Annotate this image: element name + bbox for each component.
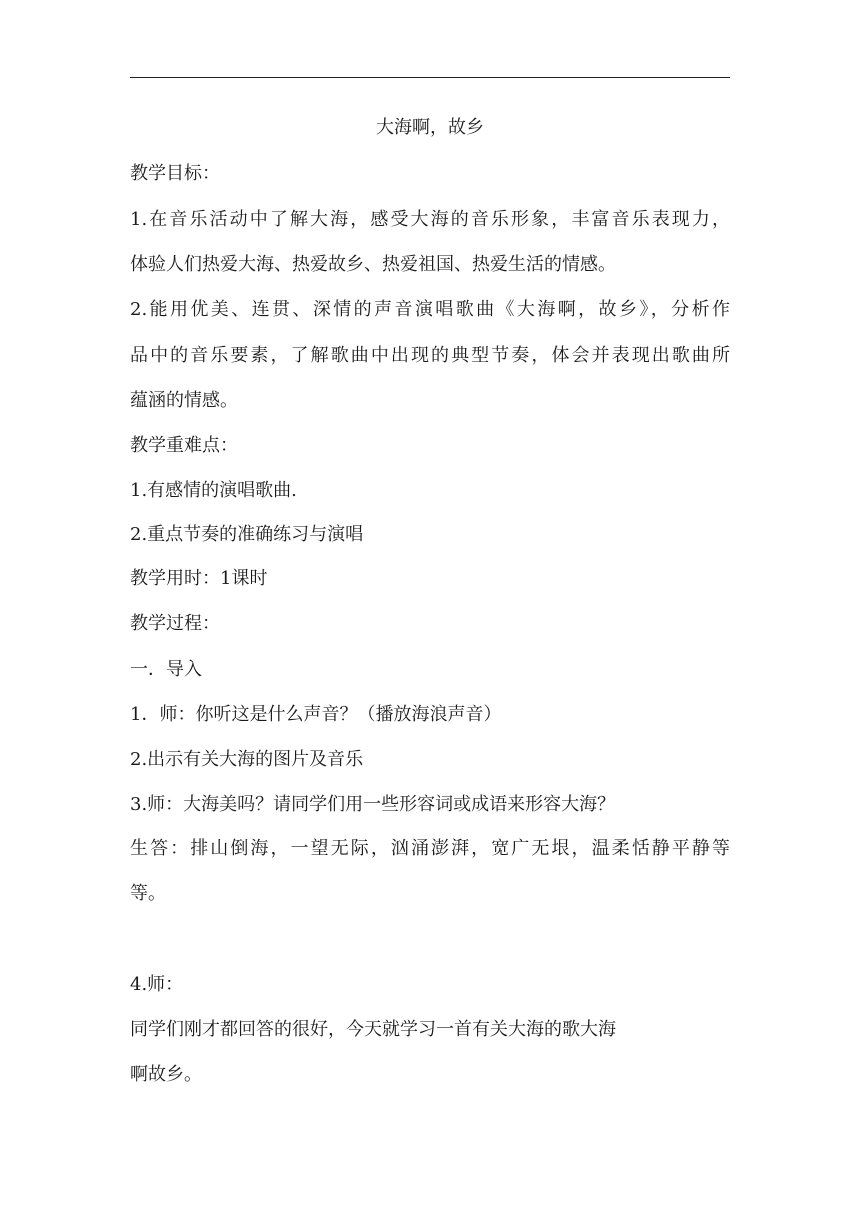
document-title: 大海啊，故乡 [376,117,484,138]
teaching-duration: 教学用时：1课时 [130,568,268,589]
process-item-1: 1．师：你听这是什么声音？（播放海浪声音） [130,704,502,725]
student-answer-line-1: 生答：排山倒海，一望无际，汹涌澎湃，宽广无垠，温柔恬静平静等 [130,838,730,859]
objective-1-line-1: 1.在音乐活动中了解大海，感受大海的音乐形象，丰富音乐表现力， [130,209,730,230]
teacher-remark-line-2: 啊故乡。 [130,1064,202,1085]
objective-2-line-1: 2.能用优美、连贯、深情的声音演唱歌曲《大海啊，故乡》，分析作 [130,299,730,320]
objective-2-line-2: 品中的音乐要素，了解歌曲中出现的典型节奏，体会并表现出歌曲所 [130,345,730,366]
teacher-remark-line-1: 同学们刚才都回答的很好，今天就学习一首有关大海的歌大海 [130,1019,616,1040]
student-answer-line-2: 等。 [130,883,166,904]
objective-1-line-2: 体验人们热爱大海、热爱故乡、热爱祖国、热爱生活的情感。 [130,254,616,275]
header-rule [130,77,730,78]
section-heading-objectives: 教学目标： [130,163,220,184]
process-item-3: 3.师：大海美吗？请同学们用一些形容词或成语来形容大海？ [130,794,616,815]
process-step-intro: 一．导入 [130,659,202,680]
section-heading-process: 教学过程： [130,613,220,634]
section-heading-key-points: 教学重难点： [130,435,238,456]
key-point-1: 1.有感情的演唱歌曲. [130,480,297,501]
process-item-2: 2.出示有关大海的图片及音乐 [130,749,364,770]
objective-2-line-3: 蕴涵的情感。 [130,390,238,411]
key-point-2: 2.重点节奏的准确练习与演唱 [130,524,364,545]
process-item-4: 4.师： [130,974,184,995]
